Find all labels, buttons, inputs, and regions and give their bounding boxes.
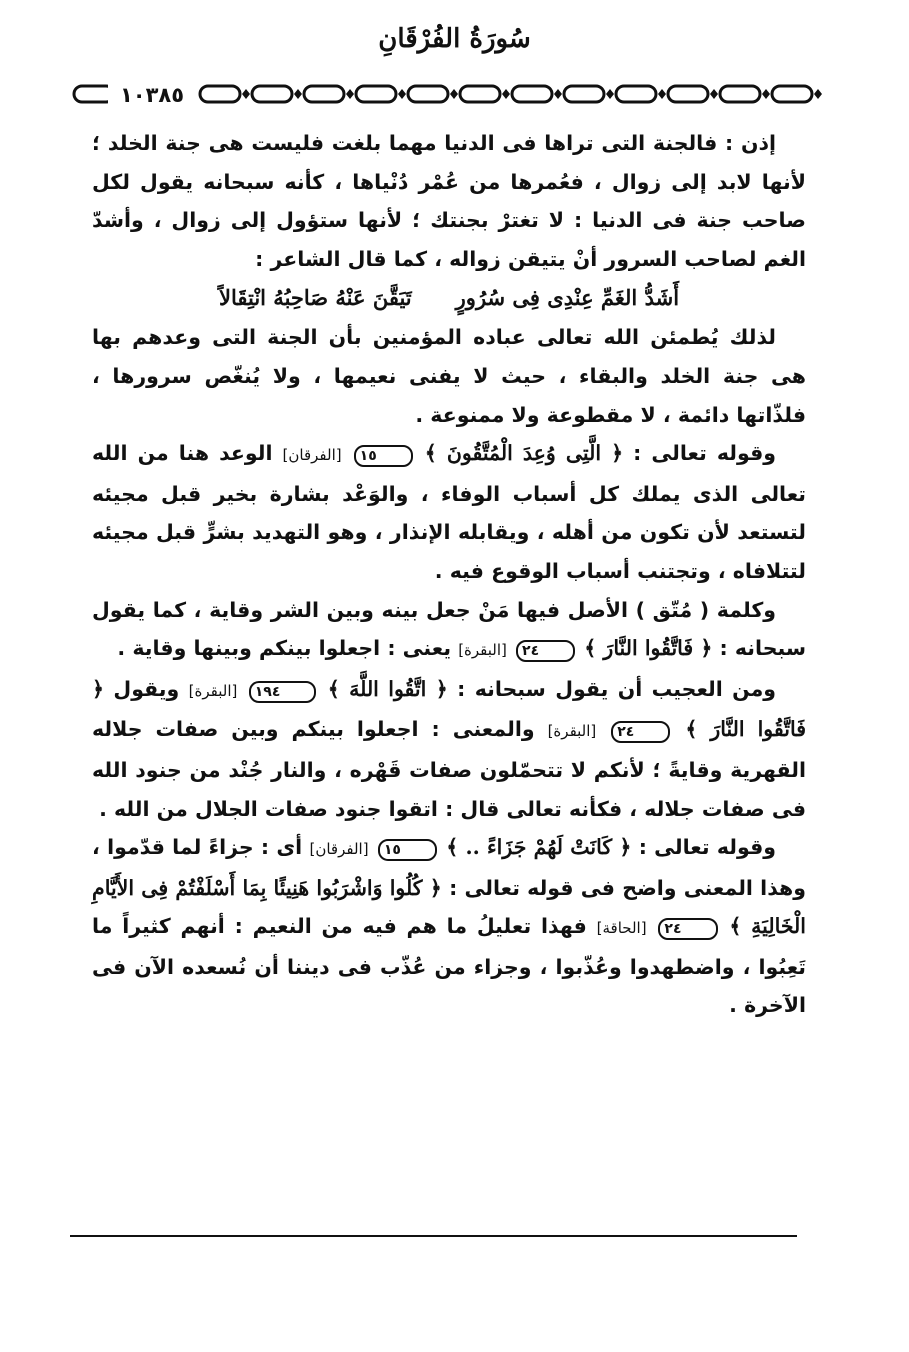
text-run: وكلمة ( مُتّق ) الأصل فيها مَنْ جعل بينه وبين الشر وقاية ، كما يقول سبحانه :: [92, 597, 806, 661]
quran-verse: ﴿ الَّتِى وُعِدَ الْمُتَّقُونَ ﴾: [424, 441, 624, 466]
verse-number-badge: ١٩٤: [249, 681, 317, 703]
paragraph-3: [92, 434, 806, 590]
text-run: يعنى : اجعلوا بينكم وبينها وقاية .: [117, 636, 452, 661]
surah-reference: [البقرة]: [458, 641, 507, 660]
paragraph-2: لذلك يُطمئن الله تعالى عباده المؤمنين بأن الجنة التى وعدهم بها هى جنة الخلد والبقاء ، حيث لا يفنى نعيمها ، ولا يُنغّص سرورها ، فلذّاتها دائمة ، لا مقطوعة ولا ممنوعة .: [92, 325, 806, 427]
quran-verse: ﴿ اتَّقُوا اللَّهَ ﴾: [327, 676, 448, 701]
paragraph-4: [92, 591, 806, 670]
surah-title: سُورَةُ الفُرْقَانِ: [378, 24, 531, 54]
text-run: أى : جزاءً لما قدّموا ، وهذا المعنى واضح فى قوله تعالى :: [92, 835, 807, 900]
text-run: والمعنى : اجعلوا بينكم وبين صفات جلاله القهرية وقايةً ؛ لأنكم لا تتحمّلون صفات قَهْره ، والنار جُنْد من جنود الله فى صفات جلاله ، فكأنه تعالى قال : اتقوا جنود صفات الجلال من الله .: [92, 717, 806, 821]
surah-reference: [الفرقان]: [309, 840, 369, 859]
verse-number-badge: ١٥: [354, 445, 413, 467]
surah-reference: [الفرقان]: [282, 446, 342, 465]
text-run: ومن العجيب أن يقول سبحانه :: [457, 676, 777, 701]
text-run: وقوله تعالى :: [633, 441, 776, 466]
footer-divider: [70, 1235, 797, 1237]
quran-verse: ﴿ كُلُوا وَاشْرَبُوا هَنِيئًا بِمَا أَسْلَفْتُمْ فِى الأَيَّامِ الْخَالِيَةِ ﴾: [92, 875, 807, 939]
text-run: ويقول: [113, 676, 180, 701]
poem-hemistich-left: تَيَقَّنَ عَنْهُ صَاحِبُهُ انْتِقَالاً: [218, 285, 412, 311]
commentary-text: [92, 124, 806, 1025]
quran-verse: ﴿ فَاتَّقُوا النَّارَ ﴾: [92, 676, 806, 742]
surah-reference: [الحاقة]: [596, 919, 647, 938]
verse-number-badge: ٢٤: [516, 640, 575, 662]
text-run: وقوله تعالى :: [638, 835, 776, 860]
verse-number-badge: ٢٤: [611, 721, 670, 743]
quran-verse: ﴿ كَانَتْ لَهُمْ جَزَاءً .. ﴾: [446, 835, 632, 860]
paragraph-5: [92, 670, 806, 828]
verse-number-badge: ١٥: [378, 839, 437, 861]
page-number: ١٠٣٨٥: [108, 83, 196, 107]
text-run: الوعد هنا من الله تعالى الذى يملك كل أسباب الوفاء ، والوَعْد بشارة بخير قبل مجيئه لتستعد لأن تكون من أهله ، ويقابله الإنذار ، وهو التهديد بشرٍّ قبل مجيئه لتتلافاه ، وتجتنب أسباب الوقوع فيه .: [92, 441, 806, 583]
verse-number-badge: ٢٤: [658, 918, 717, 940]
surah-reference: [البقرة]: [188, 681, 238, 700]
surah-reference: [البقرة]: [547, 722, 597, 741]
text-run: فهذا تعليلُ ما هم فيه من النعيم : أنهم كثيراً ما تَعِبُوا ، واضطهدوا وعُذّبوا ، وجزاء من عُذّب فى ديننا أن نُسعده الآن فى الآخرة .: [92, 914, 806, 1018]
poem-hemistich-right: أَشَدُّ الغَمِّ عِنْدِى فِى سُرُورٍ: [455, 285, 680, 311]
paragraph-1: إذن : فالجنة التى تراها فى الدنيا مهما بلغت فليست هى جنة الخلد ؛ لأنها لابد إلى زوال ، فعُمرها من عُمْر دُنْياها ، كأنه سبحانه يقول لكل صاحب جنة فى الدنيا : لا تغترْ بجنتك ؛ لأنها ستؤول إلى زوال ، وأشدّ الغم لصاحب السرور أنْ يتيقن زواله ، كما قال الشاعر :: [92, 131, 806, 271]
paragraph-6: [92, 828, 806, 1025]
poem-verse: [92, 278, 806, 318]
quran-verse: ﴿ فَاتَّقُوا النَّارَ ﴾: [584, 636, 713, 661]
